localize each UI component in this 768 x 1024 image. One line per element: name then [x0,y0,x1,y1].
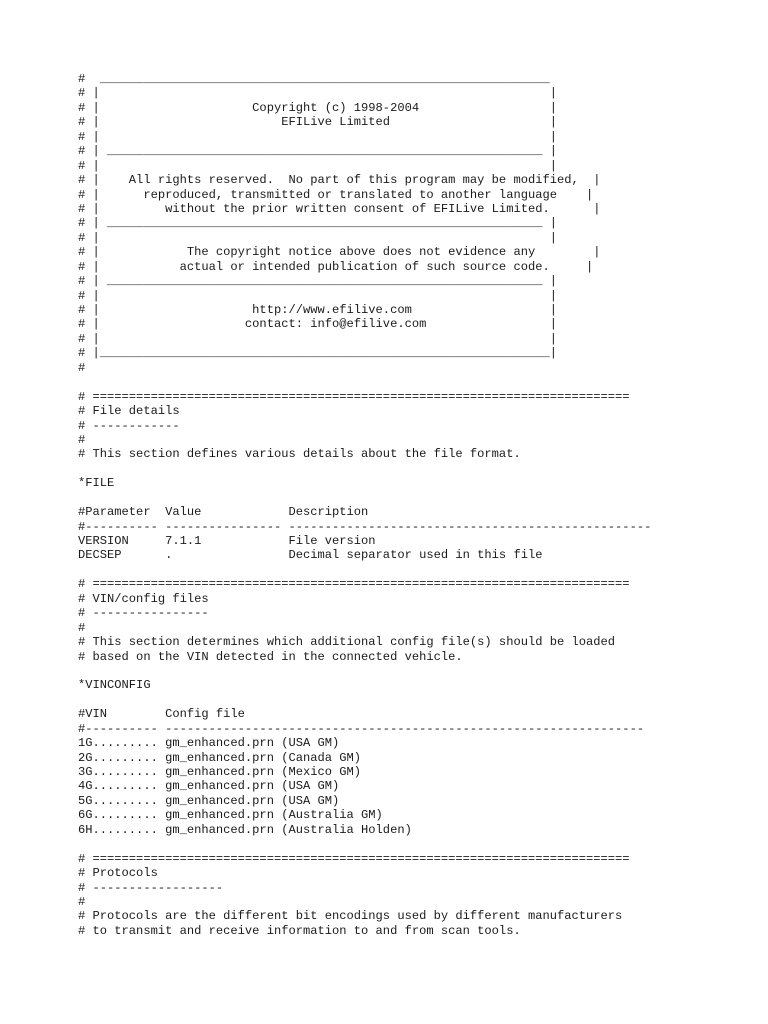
text-line: # | ____________________________________________________________ | [78,274,557,289]
text-line: # | Copyright (c) 1998-2004 | [78,100,557,115]
text-line: # | | [78,86,557,101]
text-line: # | actual or intended publication of such source code. | [78,259,594,274]
text-line: # | | [78,331,557,346]
text-line: # ______________________________________________________________ [78,72,550,86]
text-line: *FILE [78,476,115,491]
text-line [78,462,768,476]
text-line: #---------- ------------------------------------------------------------------ [78,721,645,736]
text-line: # based on the VIN detected in the connected vehicle. [78,649,463,664]
text-line [78,491,768,505]
text-line: # ---------------- [78,606,209,621]
text-line: # File details [78,404,180,419]
text-line: # ========================================================================== [78,577,630,592]
text-line: # ------------------ [78,880,224,895]
text-line: # Protocols are the different bit encodings used by different manufacturers [78,909,623,924]
text-line: # | | [78,158,557,173]
text-line: # | | [78,230,557,245]
text-line: # | EFILive Limited | [78,115,557,130]
text-line: # |______________________________________________________________| [78,346,557,361]
text-line: #VIN Config file [78,707,245,722]
text-line: # [78,894,86,909]
text-line: 5G......... gm_enhanced.prn (USA GM) [78,793,340,808]
text-line: # This section determines which additional config file(s) should be loaded [78,635,616,650]
text-line: # ------------ [78,418,180,433]
text-line: # | | [78,288,557,303]
text-line: # | The copyright notice above does not evidence any | [78,245,601,260]
text-line: # ========================================================================== [78,389,630,404]
text-line: # | All rights reserved. No part of this program may be modified, | [78,173,601,188]
text-line: # | | [78,129,557,144]
text-line: # | contact: info@efilive.com | [78,317,557,332]
text-line: 1G......... gm_enhanced.prn (USA GM) [78,736,340,751]
text-line: # | without the prior written consent of EFILive Limited. | [78,201,601,216]
text-line: # [78,360,86,375]
text-line: # VIN/config files [78,591,209,606]
text-line: DECSEP . Decimal separator used in this file [78,548,543,563]
text-line: #Parameter Value Description [78,505,369,520]
text-line: # This section defines various details about the file format. [78,447,521,462]
text-line [78,563,768,577]
text-line: 4G......... gm_enhanced.prn (USA GM) [78,779,340,794]
text-line: 2G......... gm_enhanced.prn (Canada GM) [78,750,362,765]
text-line: # | ____________________________________________________________ | [78,216,557,231]
text-line: # | reproduced, transmitted or translated to another language | [78,187,594,202]
text-line: 3G......... gm_enhanced.prn (Mexico GM) [78,765,362,779]
text-line: # [78,620,86,635]
text-line: # to transmit and receive information to and from scan tools. [78,923,521,938]
text-line: #---------- ---------------- -------------------------------------------------- [78,519,652,534]
text-line: # ========================================================================== [78,851,630,866]
text-line: # Protocols [78,866,158,881]
text-line: VERSION 7.1.1 File version [78,534,376,548]
text-line [78,837,768,851]
text-line: # | ____________________________________________________________ | [78,144,557,159]
text-line [78,375,768,389]
text-line [78,664,768,678]
text-line: # | http://www.efilive.com | [78,303,557,317]
config-file-listing [78,72,768,938]
text-line [78,693,768,707]
text-line: 6H......... gm_enhanced.prn (Australia Holden) [78,822,412,837]
text-line: # [78,432,86,447]
text-line: *VINCONFIG [78,678,151,693]
text-line: 6G......... gm_enhanced.prn (Australia GM) [78,808,383,823]
